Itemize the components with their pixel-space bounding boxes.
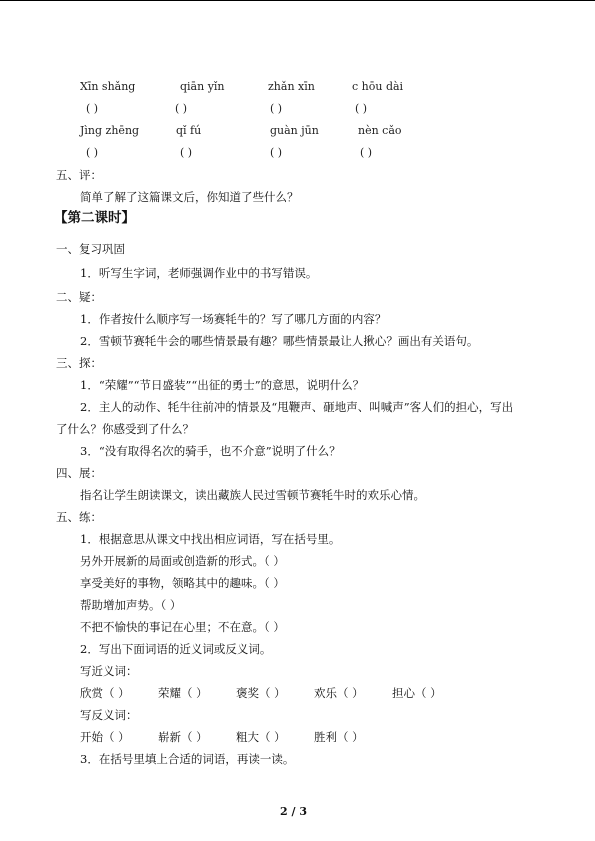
practice-1d[interactable]: 不把不愉快的事记在心里；不在意。（ ） [80,620,285,634]
page-number: 2 / 3 [280,805,307,818]
synonym-2[interactable]: 荣耀（ ） [158,686,208,700]
pinyin-zhanxin: zhǎn xīn [268,80,315,93]
pinyin-qifu: qǐ fú [176,124,202,137]
explore-item-1: 1．“荣耀”“节日盛装”“出征的勇士”的意思，说明什么？ [80,378,365,392]
explore-item-2b: 了什么？你感受到了什么？ [56,422,194,436]
blank-4[interactable]: ( ) [355,102,368,115]
blank-1[interactable]: ( ) [86,102,99,115]
pinyin-choudai: c hōu dài [352,80,404,93]
synonym-5[interactable]: 担心（ ） [392,686,442,700]
question-title: 二、疑： [56,290,102,304]
blank-7[interactable]: ( ) [270,146,283,159]
blank-3[interactable]: ( ) [270,102,283,115]
present-title: 四、展： [56,466,102,480]
practice-1c[interactable]: 帮助增加声势。（ ） [80,598,182,612]
antonym-1[interactable]: 开始（ ） [80,730,130,744]
antonym-3[interactable]: 粗大（ ） [236,730,286,744]
synonym-title: 写近义词： [80,664,138,678]
section-evaluate-title: 五、评： [56,168,102,182]
practice-1a[interactable]: 另外开展新的局面或创造新的形式。（ ） [80,554,285,568]
blank-6[interactable]: ( ) [180,146,193,159]
antonym-title: 写反义词： [80,708,138,722]
top-border [0,0,595,1]
explore-title: 三、探： [56,356,102,370]
antonym-2[interactable]: 崭新（ ） [158,730,208,744]
question-item-2: 2．雪顿节赛牦牛会的哪些情景最有趣？哪些情景最让人揪心？画出有关语句。 [80,334,479,348]
practice-item-1: 1．根据意思从课文中找出相应词语，写在括号里。 [80,532,341,546]
review-item-1: 1．听写生字词，老师强调作业中的书写错误。 [80,266,318,280]
practice-item-3: 3．在括号里填上合适的词语，再读一读。 [80,752,295,766]
review-title: 一、复习巩固 [56,242,125,256]
blank-5[interactable]: ( ) [86,146,99,159]
practice-title: 五、练： [56,510,102,524]
pinyin-xinshang: Xīn shǎng [80,80,136,93]
blank-2[interactable]: ( ) [175,102,188,115]
synonym-4[interactable]: 欢乐（ ） [314,686,364,700]
practice-item-2: 2．写出下面词语的近义词或反义词。 [80,642,272,656]
explore-item-3: 3．“没有取得名次的骑手，也不介意”说明了什么？ [80,444,341,458]
blank-8[interactable]: ( ) [360,146,373,159]
pinyin-nencao: nèn cǎo [358,124,402,137]
pinyin-jingzheng: Jìng zhēng [80,124,140,137]
section-evaluate-text: 简单了解了这篇课文后，你知道了些什么？ [80,190,299,204]
lesson2-title: 【第二课时】 [54,210,135,226]
explore-item-2a: 2．主人的动作、牦牛往前冲的情景及“甩鞭声、砸地声、叫喊声”客人们的担心，写出 [80,400,514,414]
synonym-3[interactable]: 褒奖（ ） [236,686,286,700]
pinyin-qianyin: qiān yǐn [180,80,225,93]
synonym-1[interactable]: 欣赏（ ） [80,686,130,700]
practice-1b[interactable]: 享受美好的事物，领略其中的趣味。（ ） [80,576,285,590]
antonym-4[interactable]: 胜利（ ） [314,730,364,744]
present-text: 指名让学生朗读课文，读出藏族人民过雪顿节赛牦牛时的欢乐心情。 [80,488,425,502]
pinyin-guanjun: guàn jūn [270,124,319,137]
question-item-1: 1．作者按什么顺序写一场赛牦牛的？写了哪几方面的内容？ [80,312,387,326]
